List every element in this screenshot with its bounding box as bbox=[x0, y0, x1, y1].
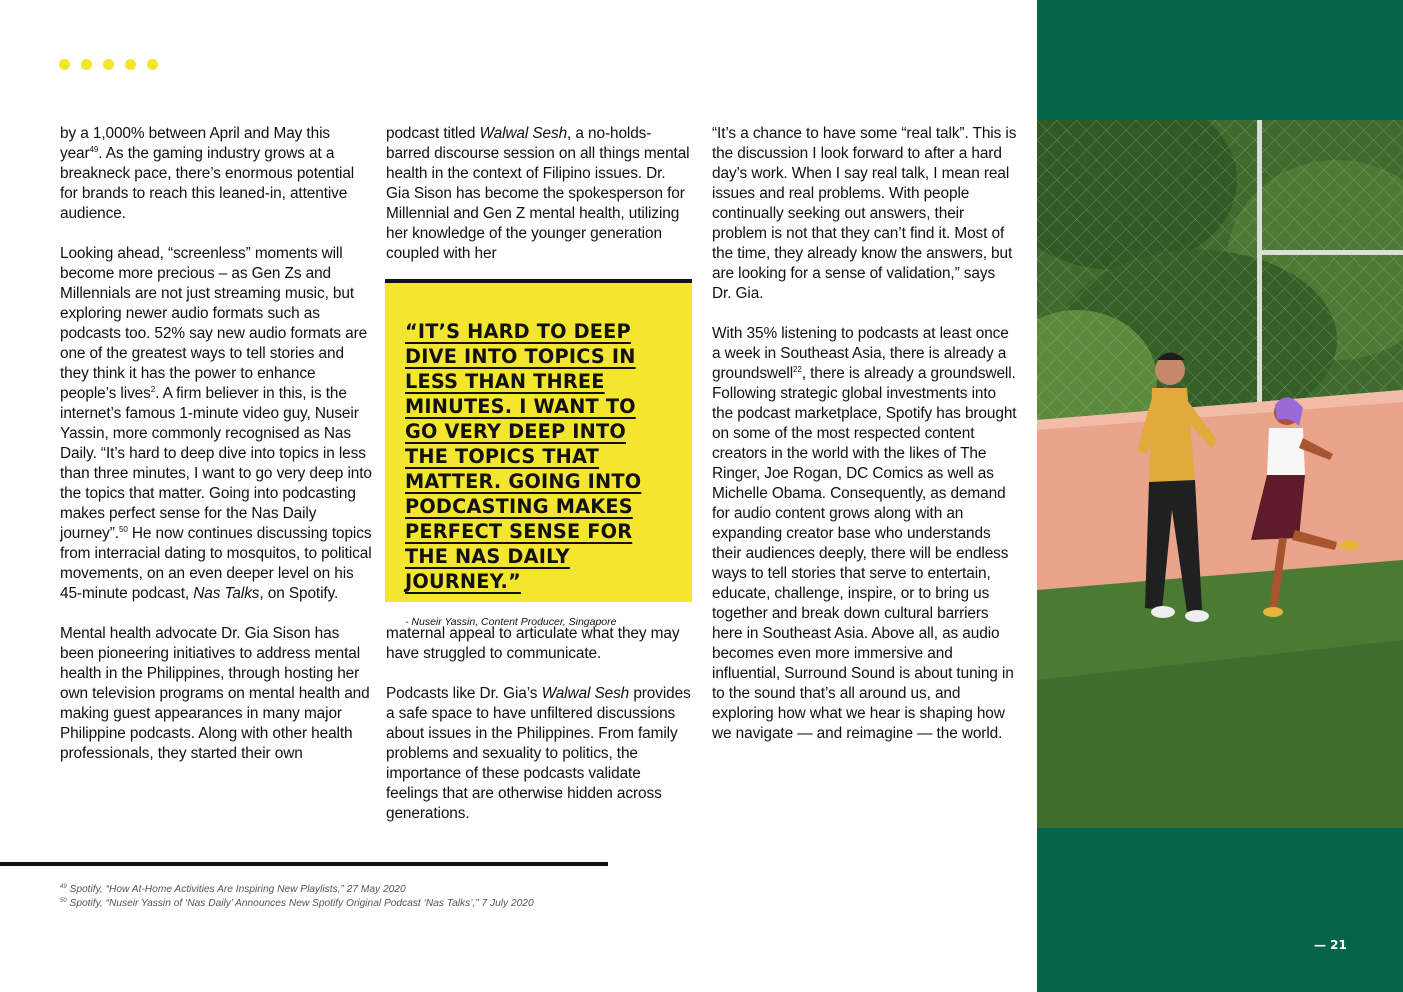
dot bbox=[81, 59, 92, 70]
decorative-dots bbox=[59, 59, 158, 70]
dot bbox=[125, 59, 136, 70]
footnote: $^{50}$ Spotify, “Nuseir Yassin of ‘Nas Daily’ Announces New Spotify Original Podcast ‘Nas Talks’,” 7 July 2020 bbox=[60, 898, 534, 909]
page-number: — 21 bbox=[1314, 938, 1347, 952]
paragraph: “It’s a chance to have some “real talk”. This is the discussion I look forward to after a hard day’s work. When I say real talk, I mean real issues and real problems. With people continually seeking out answers, their problem is not that they can’t find it. Most of the time, they already know the answers, but are looking for a sense of validation,” says Dr. Gia. bbox=[712, 125, 1017, 302]
text-column-1 bbox=[60, 124, 372, 764]
paragraph: Mental health advocate Dr. Gia Sison has been pioneering initiatives to address mental health in the Philippines, through hosting her own television programs on mental health and making guest appearances in many major Philippine podcasts. Along with other health professionals, they started their own bbox=[60, 625, 370, 762]
paragraph: maternal appeal to articulate what they may have struggled to communicate. bbox=[386, 625, 680, 662]
dot bbox=[147, 59, 158, 70]
text-column-3 bbox=[712, 124, 1018, 744]
paragraph: by a 1,000% between April and May this year$^{49}$. As the gaming industry grows at a breakneck pace, there’s enormous potential for brands to reach this leaned-in, attentive audience. bbox=[60, 125, 355, 222]
paragraph: Looking ahead, “screenless” moments will become more precious – as Gen Zs and Millennials are not just streaming music, but exploring newer audio formats such as podcasts too. 52% say new audio formats are one of the greatest ways to tell stories and they think it has the power to enhance people’s lives$^2$. A firm believer in this, is the internet’s famous 1-minute video guy, Nuseir Yassin, more commonly recognised as Nas Daily. “It’s hard to deep dive into topics in less than three minutes, I want to go very deep into the topics that matter. Going into podcasting makes perfect sense for the Nas Daily journey”.$^{50}$ He now continues discussing topics from interracial dating to mosquitos, to political movements, on an even deeper level on his 45-minute podcast, Nas Talks, on Spotify. bbox=[60, 245, 372, 602]
photo-dancing-couple bbox=[1037, 120, 1403, 828]
footnotes bbox=[60, 883, 534, 911]
pull-quote-box bbox=[385, 279, 692, 628]
paragraph: With 35% listening to podcasts at least once a week in Southeast Asia, there is already a groundswell$^{22}$, there is already a groundswell. Following strategic global investments into the podcast marketplace, Spotify has brought on some of the most respected content creators in the world with the likes of The Ringer, Joe Rogan, DC Comics as well as Michelle Obama. Consequently, as demand for audio content grows along with an expanding creator base who understands their audiences deeply, there will be endless ways to tell stories that serve to entertain, educate, challenge, inspire, or to bring us together and break down cultural barriers here in Southeast Asia. Above all, as audio becomes even more immersive and influential, Surround Sound is about tuning in to the sound that’s all around us, and exploring how what we hear is shaping how we navigate — and reimagine — the world. bbox=[712, 325, 1017, 742]
footnote: $^{49}$ Spotify, “How At-Home Activities Are Inspiring New Playlists,” 27 May 2020 bbox=[60, 884, 406, 895]
footnote-divider bbox=[0, 862, 608, 866]
pull-quote-text: “IT’S HARD TO DEEP DIVE INTO TOPICS IN LESS THAN THREE MINUTES. I WANT TO GO VERY DEEP INTO THE TOPICS THAT MATTER. GOING INTO PODCASTING MAKES PERFECT SENSE FOR THE NAS DAILY JOURNEY.” bbox=[405, 320, 642, 593]
dot bbox=[59, 59, 70, 70]
text-column-2 bbox=[386, 124, 692, 264]
dot bbox=[103, 59, 114, 70]
text-column-2-continued bbox=[386, 624, 692, 824]
paragraph: podcast titled Walwal Sesh, a no-holds-barred discourse session on all things mental health in the context of Filipino issues. Dr. Gia Sison has become the spokesperson for Millennial and Gen Z mental health, utilizing her knowledge of the younger generation coupled with her bbox=[386, 125, 690, 262]
paragraph: Podcasts like Dr. Gia’s Walwal Sesh provides a safe space to have unfiltered discussions about issues in the Philippines. From family problems and sexuality to politics, the importance of these podcasts validate feelings that are otherwise hidden across generations. bbox=[386, 685, 691, 822]
pull-quote-credit: - Nuseir Yassin, Content Producer, Singapore bbox=[405, 616, 617, 628]
